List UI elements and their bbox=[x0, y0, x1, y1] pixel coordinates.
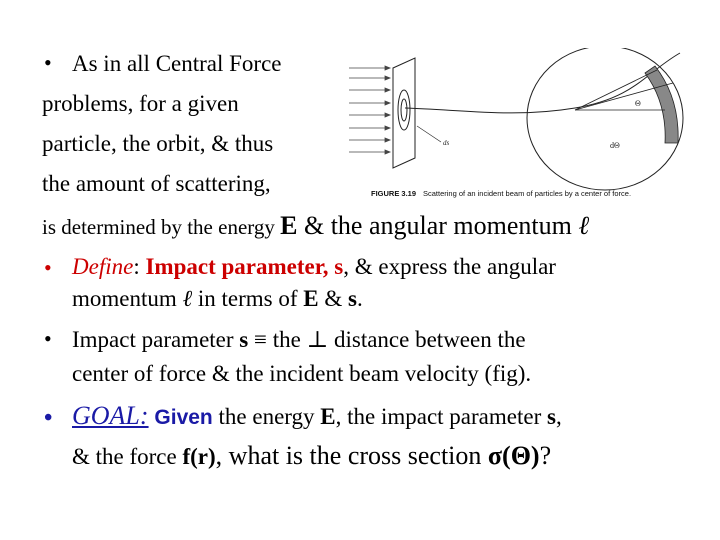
goal-line-2 bbox=[72, 442, 551, 471]
define-rest: , & express the angular bbox=[343, 254, 556, 279]
bullet-1: • bbox=[44, 50, 52, 75]
incident-beam-arrows bbox=[349, 66, 390, 154]
impact-line-1 bbox=[72, 326, 526, 354]
goal-s: s bbox=[547, 404, 556, 429]
define-E: E bbox=[303, 286, 319, 311]
impact-equiv: ≡ bbox=[248, 327, 273, 352]
impact-line-2: center of force & the incident beam velocity (fig). bbox=[72, 361, 532, 386]
define-s: s bbox=[348, 286, 357, 311]
figure-caption-label: FIGURE 3.19 bbox=[371, 189, 417, 198]
solid-angle-band bbox=[645, 66, 678, 143]
define-line-2-a: momentum bbox=[72, 286, 183, 311]
impact-b: the bbox=[272, 327, 307, 352]
goal-label: GOAL: bbox=[72, 401, 149, 430]
energy-symbol: E bbox=[280, 211, 298, 240]
scattering-sphere bbox=[527, 48, 683, 190]
perp-symbol: ⊥ bbox=[306, 327, 329, 352]
intro-line-5-a: is determined by the energy bbox=[42, 215, 281, 239]
define-label: Define bbox=[72, 254, 134, 279]
goal-line-2-b: , what is the cross section bbox=[215, 441, 488, 470]
force-symbol: f(r) bbox=[182, 444, 216, 469]
define-colon: : bbox=[133, 254, 146, 279]
cross-section-symbol: σ(Θ) bbox=[487, 441, 540, 470]
bullet-4: • bbox=[44, 405, 53, 431]
impact-a: Impact parameter bbox=[72, 327, 240, 352]
define-line-2 bbox=[72, 285, 363, 313]
define-line-1 bbox=[72, 253, 556, 281]
define-line-2-b: in terms of bbox=[192, 286, 304, 311]
define-amp: & bbox=[318, 286, 349, 311]
define-end: . bbox=[356, 286, 363, 311]
intro-line-1: As in all Central Force bbox=[72, 51, 282, 76]
impact-c: distance between the bbox=[328, 327, 526, 352]
goal-b: , the impact parameter bbox=[335, 404, 547, 429]
impact-s: s bbox=[239, 327, 249, 352]
impact-parameter-term: Impact parameter, s bbox=[145, 254, 344, 279]
goal-given: Given bbox=[148, 406, 213, 429]
intro-line-4: the amount of scattering, bbox=[42, 171, 271, 196]
angular-momentum-symbol: ℓ bbox=[578, 211, 590, 240]
bullet-3: • bbox=[44, 326, 52, 351]
intro-line-5-b: & the angular momentum bbox=[297, 211, 579, 240]
goal-line-2-a: & the force bbox=[72, 444, 183, 469]
scattering-figure bbox=[345, 48, 690, 208]
label-ds: ds bbox=[443, 139, 450, 147]
goal-line-1 bbox=[72, 402, 562, 432]
label-ds-leader bbox=[417, 126, 441, 142]
define-l-symbol: ℓ bbox=[182, 286, 193, 311]
goal-c: , bbox=[555, 404, 562, 429]
intro-line-2: problems, for a given bbox=[42, 91, 239, 116]
intro-line-5 bbox=[42, 212, 589, 241]
label-dtheta: dΘ bbox=[610, 141, 620, 150]
goal-a: the energy bbox=[212, 404, 321, 429]
label-theta: Θ bbox=[635, 99, 641, 108]
goal-E: E bbox=[320, 404, 336, 429]
figure-caption-text: Scattering of an incident beam of particles by a center of force. bbox=[423, 189, 632, 198]
intro-line-3: particle, the orbit, & thus bbox=[42, 131, 274, 156]
bullet-2: • bbox=[44, 255, 52, 280]
goal-q: ? bbox=[539, 441, 552, 470]
target-plate bbox=[393, 58, 415, 168]
